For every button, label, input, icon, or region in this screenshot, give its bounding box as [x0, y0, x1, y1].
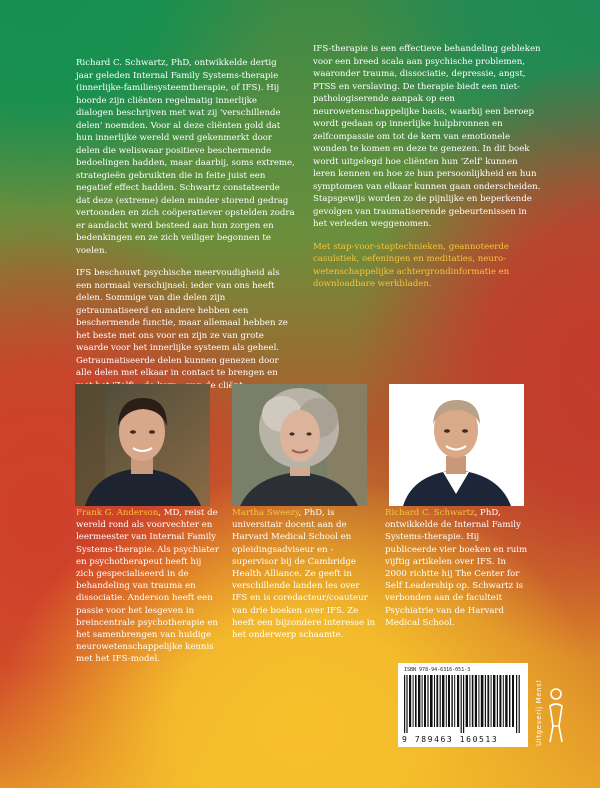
author-bio-text: , MD, reist de wereld rond als voorvechter en leermeester van Internal Family Systems-therapie. Als psychiater en psychotherapeut heeft hij zich gespecialiseerd in de behandeling van trauma en dissociatie. Anderson heeft een passie voor het lesgeven in breincentrale psychotherapie en het samenbrengen van huidige neurowetenschappelijke kennis met het IFS-model.	[76, 508, 219, 665]
author-bio-anderson	[76, 507, 221, 666]
publisher-logo	[535, 668, 565, 758]
author-photo-sweezy	[232, 384, 367, 506]
author-bio-text: , PhD, is universitair docent aan de Harvard Medical School en opleidingsadviseur en -supervisor bij de Cambridge Health Alliance. Ze geeft in verschillende landen les over IFS en is coredacteur/coauteur van drie boeken over IFS. Ze heeft een bijzondere interesse in het onderwerp schaamte.	[232, 508, 376, 641]
author-bio-schwartz	[385, 507, 530, 629]
author-bio-text: , PhD, ontwikkelde de Internal Family Systems-therapie. Hij publiceerde vier boeken en ruim vijftig artikelen over IFS. In 2000 richtte hij The Center for Self Leadership op. Schwartz is verbonden aan de faculteit Psychiatrie van de Harvard Medical School.	[385, 508, 528, 628]
right-paragraph-1: IFS-therapie is een effectieve behandeling gebleken voor een breed scala aan psychische problemen, waaronder trauma, dissociatie, depressie, angst, PTSS en verslaving. De therapie biedt een niet-pathologiserende aanpak op een neurowetenschappelijke basis, waarbij een beroep wordt gedaan op innerlijke hulpbronnen en zelfcompassie om tot de kern van emotionele wonden te komen en deze te genezen. In dit boek wordt uitgelegd hoe cliënten hun 'Zelf' kunnen leren kennen en hoe ze hun persoonlijkheid en hun symptomen van elkaar kunnen gaan onderscheiden. Stapsgewijs worden zo de pijnlijke en beperkende gevolgen van traumatiserende gebeurtenissen in het verleden weggenomen.	[313, 44, 541, 229]
author-name: Martha Sweezy	[232, 508, 299, 518]
left-paragraph-1: Richard C. Schwartz, PhD, ontwikkelde dertig jaar geleden Internal Family Systems-therapie (innerlijke-familiesysteemtherapie, of IFS). Hij hoorde zijn cliënten regelmatig innerlijke dialogen beschrijven met wat zij 'verschillende delen' noemden. Voor al deze cliënten gold dat hun innerlijke wereld werd gekenmerkt door delen die weliswaar positieve beschermende bedoelingen hadden, maar daarbij, soms extreme, strategieën gebruikten die in feite juist een negatief effect hadden. Schwartz constateerde dat deze (extreme) delen minder storend gedrag vertoonden en zich coöperatiever opstelden zodra er aandacht werd besteed aan hun zorgen en bedenkingen en ze zich veiliger begonnen te voelen.	[76, 58, 295, 256]
author-photo-anderson	[75, 384, 210, 506]
left-paragraph-2: IFS beschouwt psychische meervoudigheid als een normaal verschijnsel: ieder van ons heeft delen. Sommige van die delen zijn getraumatiseerd en andere hebben een beschermende functie, maar allemaal hebben ze het beste met ons voor en zijn ze van grote waarde voor het innerlijke systeem als geheel. Getraumatiseerde delen kunnen genezen door alle delen met elkaar in contact te brengen en de cliënt.	[76, 268, 288, 391]
publisher-figure-icon	[547, 686, 565, 746]
publisher-name: Uitgeverij Mens!	[535, 679, 543, 747]
barcode-bars	[404, 675, 522, 733]
author-bio-sweezy	[232, 507, 377, 641]
right-highlight-paragraph: Met stap-voor-staptechnieken, geannoteerde casuïstiek, oefeningen en meditaties, neuro-wetenschappelijke achtergrondinformatie en downloadbare werkbladen.	[313, 241, 510, 289]
left-text-column	[76, 57, 296, 402]
isbn-barcode	[398, 663, 528, 747]
isbn-number: 9 789463 160513	[402, 735, 499, 744]
right-text-column	[313, 43, 541, 301]
author-name: Richard C. Schwartz	[385, 508, 475, 518]
isbn-label: ISBN 978-94-6316-051-3	[404, 667, 471, 673]
author-photo-schwartz	[389, 384, 524, 506]
author-name: Frank G. Anderson	[76, 508, 159, 518]
